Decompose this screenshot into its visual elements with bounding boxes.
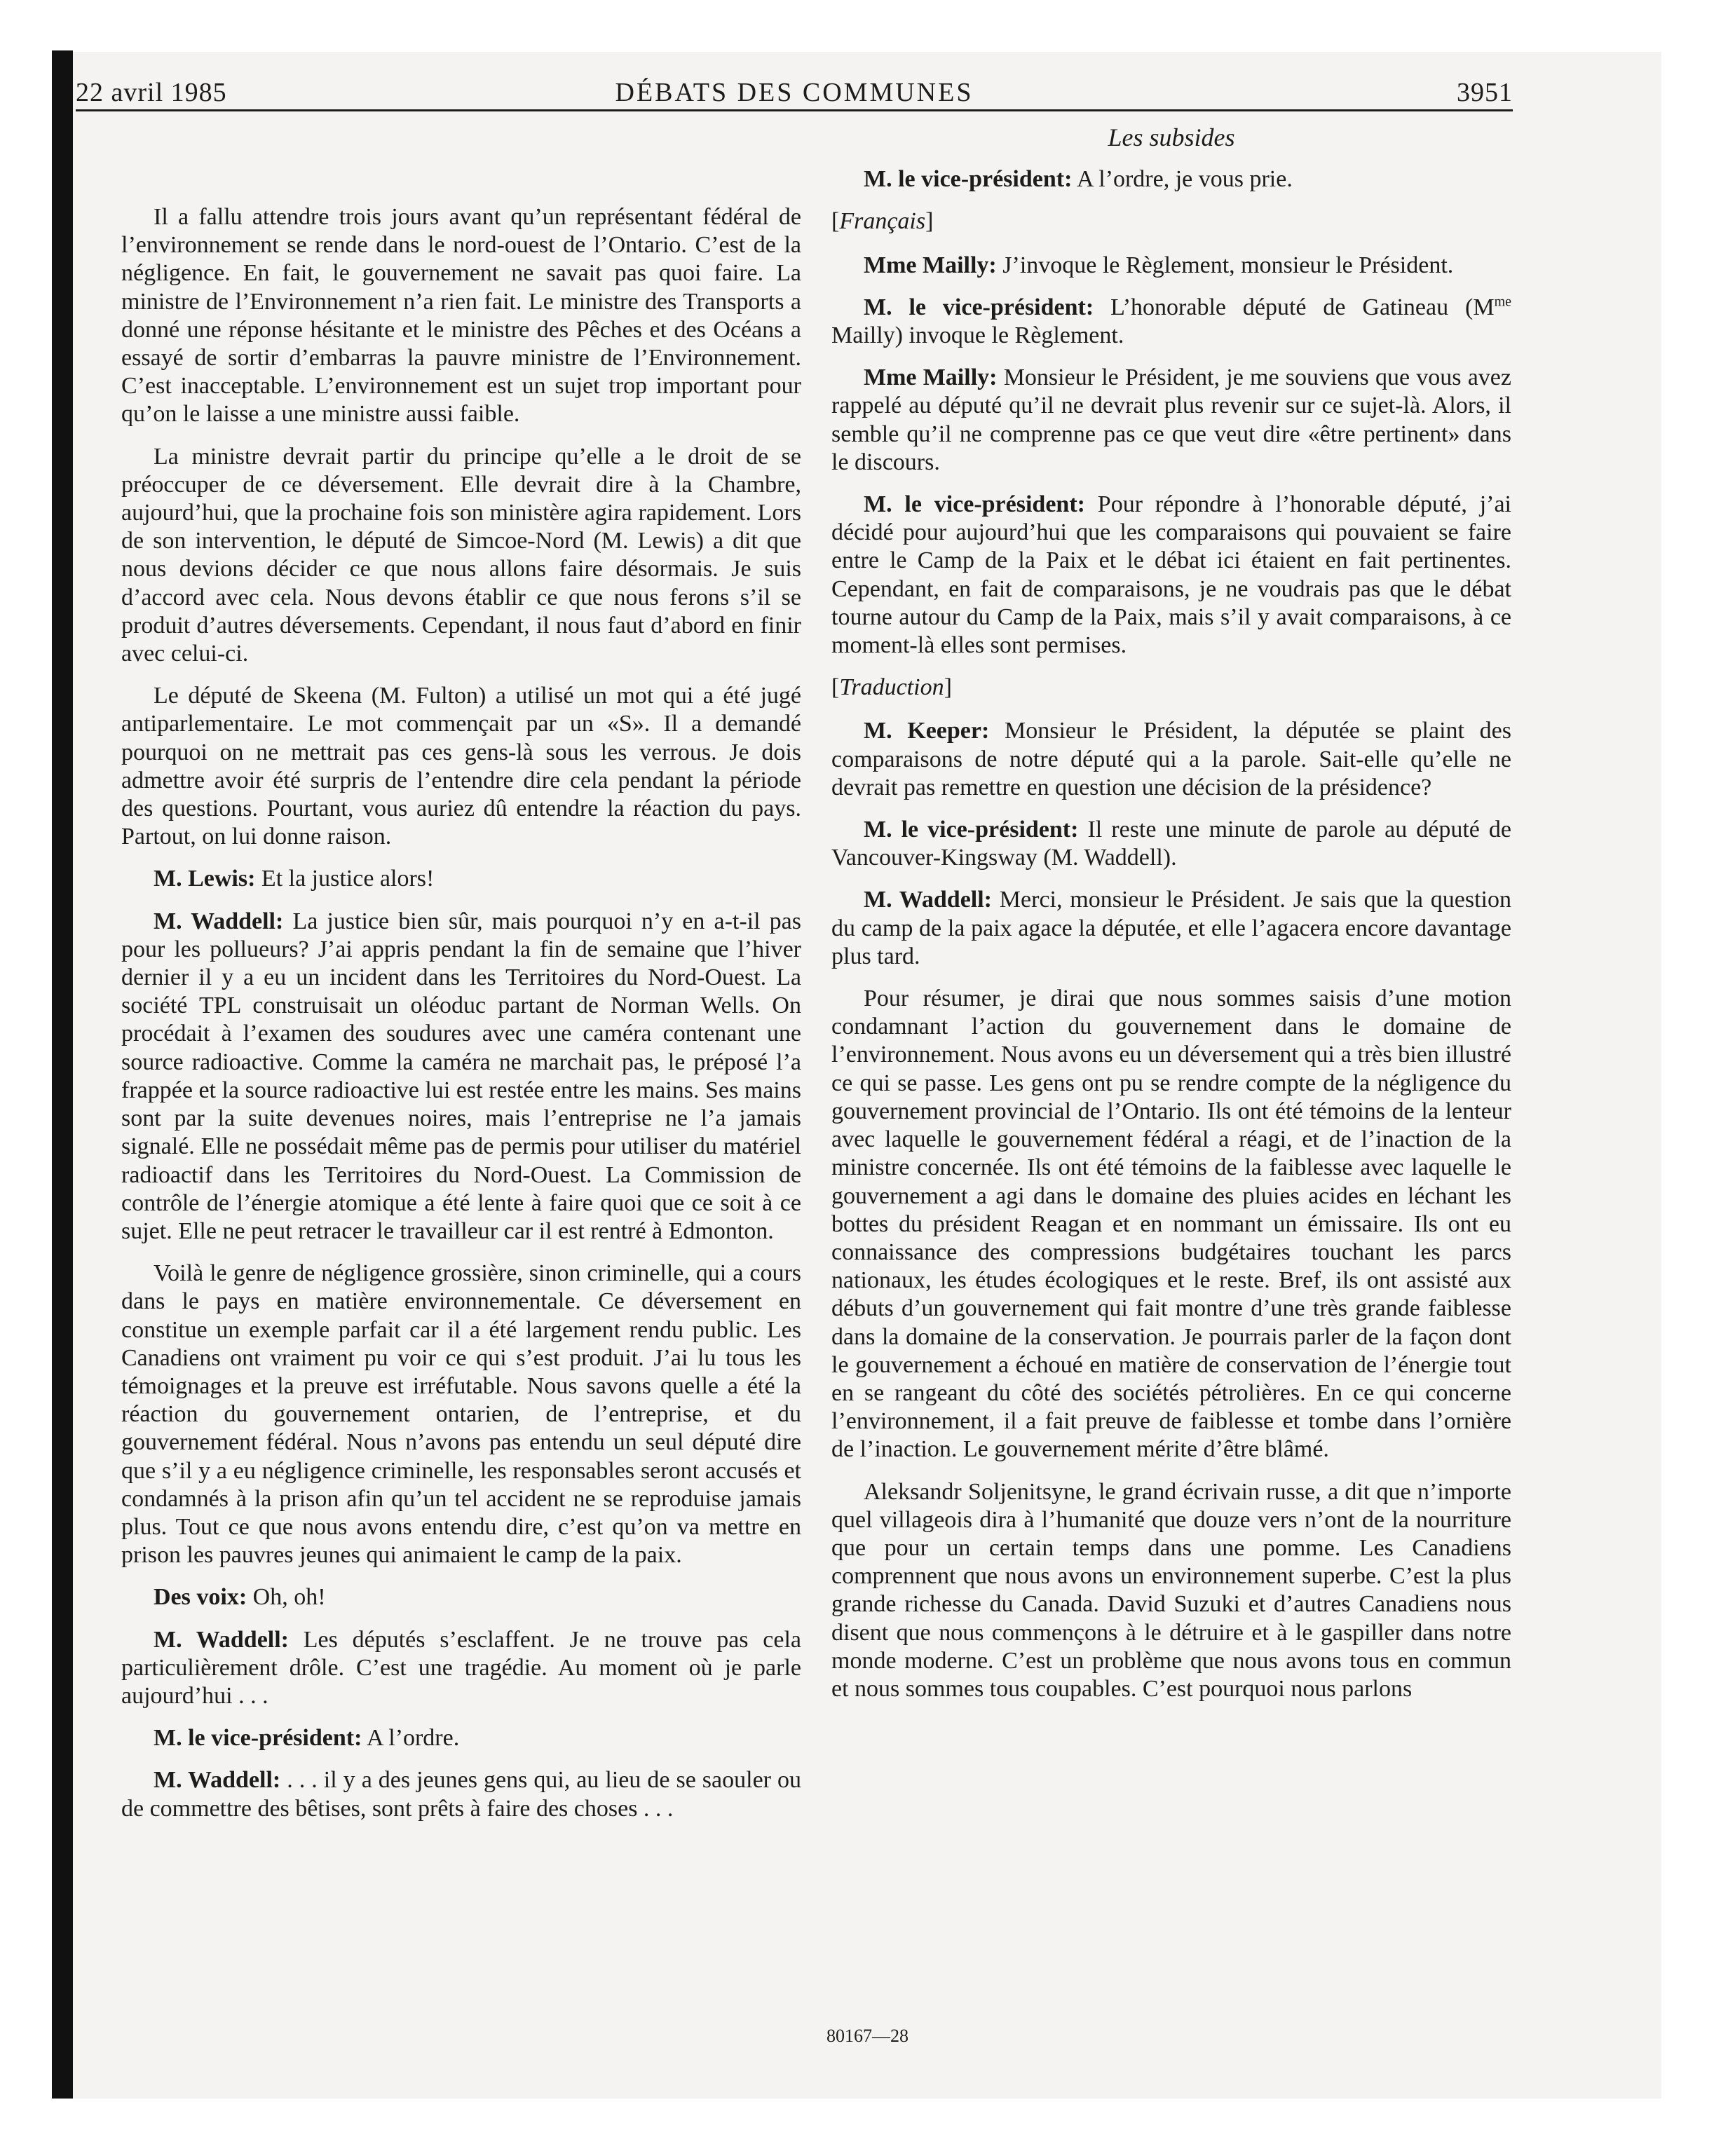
right-column <box>831 123 1511 1717</box>
speech-paragraph <box>121 908 801 1246</box>
header-date: 22 avril 1985 <box>76 78 227 107</box>
paragraph-text: Merci, monsieur le Président. Je sais que la question du camp de la paix agace la députée, et elle l’agacera encore davantage plus tard. <box>831 887 1511 969</box>
speech-paragraph <box>831 364 1511 477</box>
paragraph <box>831 1478 1511 1704</box>
page-footer: 80167—28 <box>826 2026 909 2046</box>
language-label: Français <box>839 208 926 235</box>
paragraph <box>831 985 1511 1464</box>
section-heading: Les subsides <box>1108 123 1235 151</box>
speaker-name: M. Waddell: <box>154 1767 281 1794</box>
speech-paragraph <box>121 1583 801 1611</box>
paragraph <box>121 682 801 851</box>
speaker-name: M. Waddell: <box>154 908 284 934</box>
paragraph-text: Oh, oh! <box>252 1584 326 1611</box>
paragraph-text: Aleksandr Soljenitsyne, le grand écrivain russe, a dit que n’importe quel villageois dira à l’humanité que douze vers n’ont de la nourriture que pour un certain temps dans une pomme. Les Canadiens comprennent que nous avons un environnement superbe. C’est la plus grande richesse du Canada. David Suzuki et d’autres Canadiens nous disent que nous commençons à le détruire et à le gaspiller dans notre monde moderne. C’est un problème que nous avons tous en commun et nous sommes tous coupables. C’est pourquoi nous parlons <box>831 1478 1511 1702</box>
paragraph <box>121 203 801 429</box>
speech-paragraph <box>831 165 1511 193</box>
paragraph-text: La justice bien sûr, mais pourquoi n’y en a-t-il pas pour les pollueurs? J’ai appris pendant la fin de semaine que l’hiver dernier il y a eu un incident dans les Territoires du Nord-Ouest. La société TPL construisait un oléoduc partant de Norman Wells. On procédait à l’examen des soudures avec une caméra contenant une source radioactive. Comme la caméra ne marchait pas, le préposé l’a frappée et la source radioactive lui est restée entre les mains. Ses mains sont par la suite devenues noires, mais l’entreprise ne l’a jamais signalé. Elle ne possédait même pas de permis pour utiliser du matériel radioactif dans les Territoires du Nord-Ouest. La Commission de contrôle de l’énergie atomique a été lente à faire quoi que ce soit à ce sujet. Elle ne peut retracer le travailleur car il est rentré à Edmonton. <box>121 908 801 1244</box>
speech-paragraph <box>121 1626 801 1711</box>
speaker-name: M. le vice-président: <box>864 817 1079 843</box>
left-column <box>121 203 801 1837</box>
speaker-name: M. Keeper: <box>864 718 990 744</box>
speech-paragraph <box>831 491 1511 660</box>
speaker-name: Mme Mailly: <box>864 364 998 391</box>
header-rule <box>76 109 1513 111</box>
scan-binding-edge <box>52 50 73 2099</box>
speaker-name: M. le vice-président: <box>864 294 1094 320</box>
paragraph-text: Et la justice alors! <box>261 866 435 892</box>
speaker-name: M. Lewis: <box>154 866 256 892</box>
speech-paragraph <box>831 717 1511 802</box>
language-label: Traduction <box>839 674 944 701</box>
superscript: me <box>1494 294 1511 310</box>
paragraph-text: A l’ordre. <box>367 1725 460 1752</box>
speaker-name: Des voix: <box>154 1584 247 1611</box>
paragraph-text: Voilà le genre de négligence grossière, sinon criminelle, qui a cours dans le pays en matière environnementale. Ce déversement en constitue un exemple parfait car il a été largement rendu public. Les Canadiens ont vraiment pu voir ce qui s’est produit. J’ai lu tous les témoignages et la preuve est irréfutable. Nous savons quelle a été la réaction du gouvernement ontarien, de l’entreprise, et du gouvernement fédéral. Nous n’avons pas entendu un seul député dire que s’il y a eu négligence criminelle, les responsables seront accusés et condamnés à la prison afin qu’un tel accident ne se reproduise jamais plus. Tout ce que nous avons entendu dire, c’est qu’on va mettre en prison les pauvres jeunes qui animaient le camp de la paix. <box>121 1260 801 1569</box>
paragraph-text: Les députés s’esclaffent. Je ne trouve pas cela particulièrement drôle. C’est une tragédie. Au moment où je parle aujourd’hui . . . <box>121 1626 801 1709</box>
paragraph-text: Pour résumer, je dirai que nous sommes saisis d’une motion condamnant l’action du gouvernement dans le domaine de l’environnement. Nous avons eu un déversement qui a très bien illustré ce qui se passe. Les gens ont pu se rendre compte de la négligence du gouvernement provincial de l’Ontario. Ils ont été témoins de la lenteur avec laquelle le gouvernement fédéral a réagi, et de l’inaction de la ministre concernée. Ils ont été témoins de la faiblesse avec laquelle le gouvernement a agi dans le domaine des pluies acides en léchant les bottes du président Reagan et en nommant un émissaire. Ils ont eu connaissance des compressions budgétaires touchant les parcs nationaux, les études écologiques et le reste. Bref, ils ont assisté aux débuts d’un gouvernement qui fait montre d’une très grande faiblesse dans la domaine de la conservation. Je pourrais parler de la façon dont le gouvernement a échoué en matière de conservation de l’énergie tout en se rangeant du côté des sociétés pétrolières. En ce qui concerne l’environnement, il a fait preuve de faiblesse et tombe dans l’ornière de l’inaction. Le gouvernement mérite d’être blâmé. <box>831 985 1511 1463</box>
speech-paragraph <box>831 816 1511 872</box>
speech-paragraph <box>831 252 1511 280</box>
paragraph-text: Monsieur le Président, la députée se plaint des comparaisons de notre député qui a la parole. Sait-elle qu’elle ne devrait pas remettre en question une décision de la présidence? <box>831 718 1511 800</box>
paragraph-text: Le député de Skeena (M. Fulton) a utilisé un mot qui a été jugé antiparlementaire. Le mot commençait par un «S». Il a demandé pourquoi on ne mettrait pas ces gens-là sous les verrous. Je dois admettre avoir été surpris de l’entendre dire cela pendant la période des questions. Pourtant, vous auriez dû entendre la réaction du pays. Partout, on lui donne raison. <box>121 683 801 850</box>
paragraph-text: L’honorable député de Gatineau (M <box>1110 294 1495 320</box>
paragraph-text: A l’ordre, je vous prie. <box>1077 166 1293 193</box>
scan-margin <box>0 0 52 2156</box>
right-column-body <box>831 165 1511 1703</box>
speaker-name: M. Waddell: <box>864 887 993 913</box>
speaker-name: M. le vice-président: <box>154 1725 362 1752</box>
speaker-name: M. Waddell: <box>154 1626 289 1653</box>
speech-paragraph <box>121 1766 801 1822</box>
speaker-name: M. le vice-président: <box>864 491 1085 518</box>
speech-paragraph <box>831 294 1511 350</box>
paragraph-text: . . . il y a des jeunes gens qui, au lieu de se saouler ou de commettre des bêtises, sont prêts à faire des choses . . . <box>121 1767 801 1822</box>
speech-paragraph <box>121 1724 801 1752</box>
speaker-name: Mme Mailly: <box>864 252 997 278</box>
speech-paragraph <box>121 865 801 893</box>
language-marker: [Traduction] <box>831 674 952 701</box>
paragraph-text: Il a fallu attendre trois jours avant qu’un représentant fédéral de l’environnement se rende dans le nord-ouest de l’Ontario. C’est de la négligence. En fait, le gouvernement ne savait pas quoi faire. La ministre de l’Environnement n’a rien fait. Le ministre des Transports a donné une réponse hésitante et le ministre des Pêches et des Océans a essayé de sortir d’embarras la pauvre ministre de l’Environnement. C’est inacceptable. L’environnement est un sujet trop important pour qu’on le laisse a une ministre aussi faible. <box>121 204 801 428</box>
speaker-name: M. le vice-président: <box>864 166 1073 193</box>
speech-paragraph <box>831 886 1511 971</box>
paragraph <box>121 443 801 669</box>
paragraph-text: J’invoque le Règlement, monsieur le Président. <box>1002 252 1454 278</box>
header-page-number: 3951 <box>1457 78 1513 107</box>
paragraph-text: Il reste une minute de parole au député de Vancouver-Kingsway (M. Waddell). <box>831 817 1511 871</box>
header-title: DÉBATS DES COMMUNES <box>615 78 974 107</box>
paragraph-text: La ministre devrait partir du principe qu’elle a le droit de se préoccuper de ce déversement. Elle devrait dire à la Chambre, aujourd’hui, que la prochaine fois son ministère agira rapidement. Lors de son intervention, le député de Simcoe-Nord (M. Lewis) a dit que nous devions décider ce que nous allons faire désormais. Je suis d’accord avec cela. Nous devons établir ce que nous ferons s’il se produit d’autres déversements. Cependant, il nous faut d’abord en finir avec celui-ci. <box>121 443 801 667</box>
paragraph <box>121 1260 801 1569</box>
page-header <box>76 77 1513 119</box>
paragraph-text: Pour répondre à l’honorable député, j’ai décidé pour aujourd’hui que les comparaisons qui pouvaient se faire entre le Camp de la Paix et le débat ici étaient en fait pertinentes. Cependant, en fait de comparaisons, je ne voudrais pas que le débat tourne autour du Camp de la Paix, mais s’il y avait comparaisons, à ce moment-là elles sont permises. <box>831 491 1512 659</box>
paragraph-text-continued: Mailly) invoque le Règlement. <box>831 322 1124 349</box>
paragraph-text: Monsieur le Président, je me souviens que vous avez rappelé au député qu’il ne devrait plus revenir sur ce sujet-là. Alors, il semble qu’il ne comprenne pas ce que veut dire «être pertinent» dans le discours. <box>831 364 1511 475</box>
language-marker: [Français] <box>831 208 934 235</box>
